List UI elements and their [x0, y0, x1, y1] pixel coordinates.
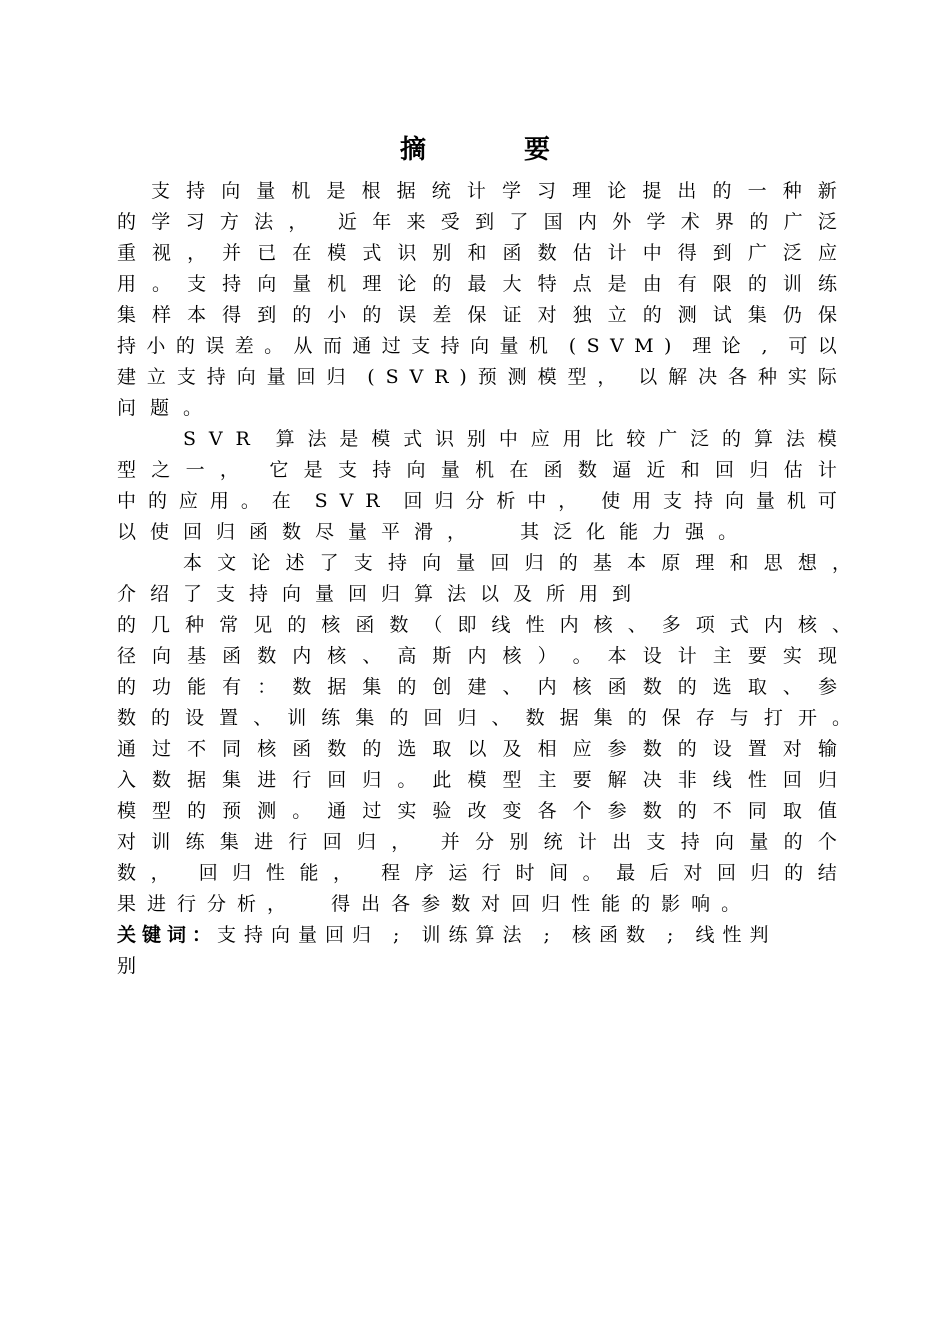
keywords-label: 关键词： — [117, 924, 218, 946]
paragraph-3-line-1: 本 文 论 述 了 支 持 向 量 回 归 的 基 本 原 理 和 思 想 ， — [183, 552, 851, 574]
keywords-text: 支持向量回归 ; 训练算法 ; 核函数 ; 线性判 — [217, 924, 777, 946]
paragraph-3-line-8: 入 数 据 集 进 行 回 归 。 此 模 型 主 要 解 决 非 线 性 回 归 — [117, 769, 837, 791]
keywords-line-2: 别 — [117, 955, 151, 977]
paragraph-1-line-1: 支 持 向 量 机 是 根 据 统 计 学 习 理 论 提 出 的 一 种 新 — [151, 180, 837, 202]
paragraph-1-line-8: 问题。 — [117, 397, 217, 419]
paragraph-3-line-11: 数 ， 回 归 性 能 ， 程 序 运 行 时 间 。 最 后 对 回 归 的 结 — [117, 862, 837, 884]
paragraph-2-line-1: S V R 算 法 是 模 式 识 别 中 应 用 比 较 广 泛 的 算 法 模 — [183, 428, 837, 450]
paragraph-1-line-7: 建 立 支 持 向 量 回 归 ( S V R ) 预 测 模 型 ， 以 解 决 各 种 实 际 — [117, 366, 837, 388]
paragraph-1-line-3: 重 视 ， 并 已 在 模 式 识 别 和 函 数 估 计 中 得 到 广 泛 应 — [117, 242, 837, 264]
paragraph-3-line-2: 介绍了支持向量回归算法以及所用到 — [117, 583, 646, 605]
paragraph-3-line-12: 果进行分析， 得出各参数对回归性能的影响。 — [117, 893, 752, 915]
paragraph-3-line-9: 模 型 的 预 测 。 通 过 实 验 改 变 各 个 参 数 的 不 同 取 值 — [117, 800, 837, 822]
paragraph-1-line-6: 持 小 的 误 差 。 从 而 通 过 支 持 向 量 机 ( S V M ) 理 论 , 可 以 — [117, 335, 837, 357]
abstract-title: 摘 要 — [399, 135, 586, 165]
paragraph-1-line-4: 用 。 支 持 向 量 机 理 论 的 最 大 特 点 是 由 有 限 的 训 练 — [117, 273, 837, 295]
paragraph-2-line-4: 以使回归函数尽量平滑， 其泛化能力强。 — [117, 521, 752, 543]
paragraph-3-line-3: 的 几 种 常 见 的 核 函 数 （ 即 线 性 内 核 、 多 项 式 内 核 、 — [117, 614, 851, 636]
paragraph-3-line-10: 对 训 练 集 进 行 回 归 ， 并 分 别 统 计 出 支 持 向 量 的 个 — [117, 831, 837, 853]
keywords-line — [117, 920, 837, 951]
paragraph-1-line-2: 的 学 习 方 法 ， 近 年 来 受 到 了 国 内 外 学 术 界 的 广 泛 — [117, 211, 837, 233]
paragraph-3-line-5: 的 功 能 有 ： 数 据 集 的 创 建 、 内 核 函 数 的 选 取 、 参 — [117, 676, 837, 698]
paragraph-1-line-5: 集 样 本 得 到 的 小 的 误 差 保 证 对 独 立 的 测 试 集 仍 保 — [117, 304, 837, 326]
paragraph-3-line-4: 径 向 基 函 数 内 核 、 高 斯 内 核 ） 。 本 设 计 主 要 实 现 — [117, 645, 837, 667]
paragraph-2-line-2: 型 之 一 ， 它 是 支 持 向 量 机 在 函 数 逼 近 和 回 归 估 计 — [117, 459, 837, 481]
paragraph-2-line-3: 中 的 应 用 。 在 S V R 回 归 分 析 中 ， 使 用 支 持 向 量 机 可 — [117, 490, 837, 512]
paragraph-3-line-6: 数 的 设 置 、 训 练 集 的 回 归 、 数 据 集 的 保 存 与 打 开 。 — [117, 707, 851, 729]
paragraph-3-line-7: 通 过 不 同 核 函 数 的 选 取 以 及 相 应 参 数 的 设 置 对 输 — [117, 738, 837, 760]
